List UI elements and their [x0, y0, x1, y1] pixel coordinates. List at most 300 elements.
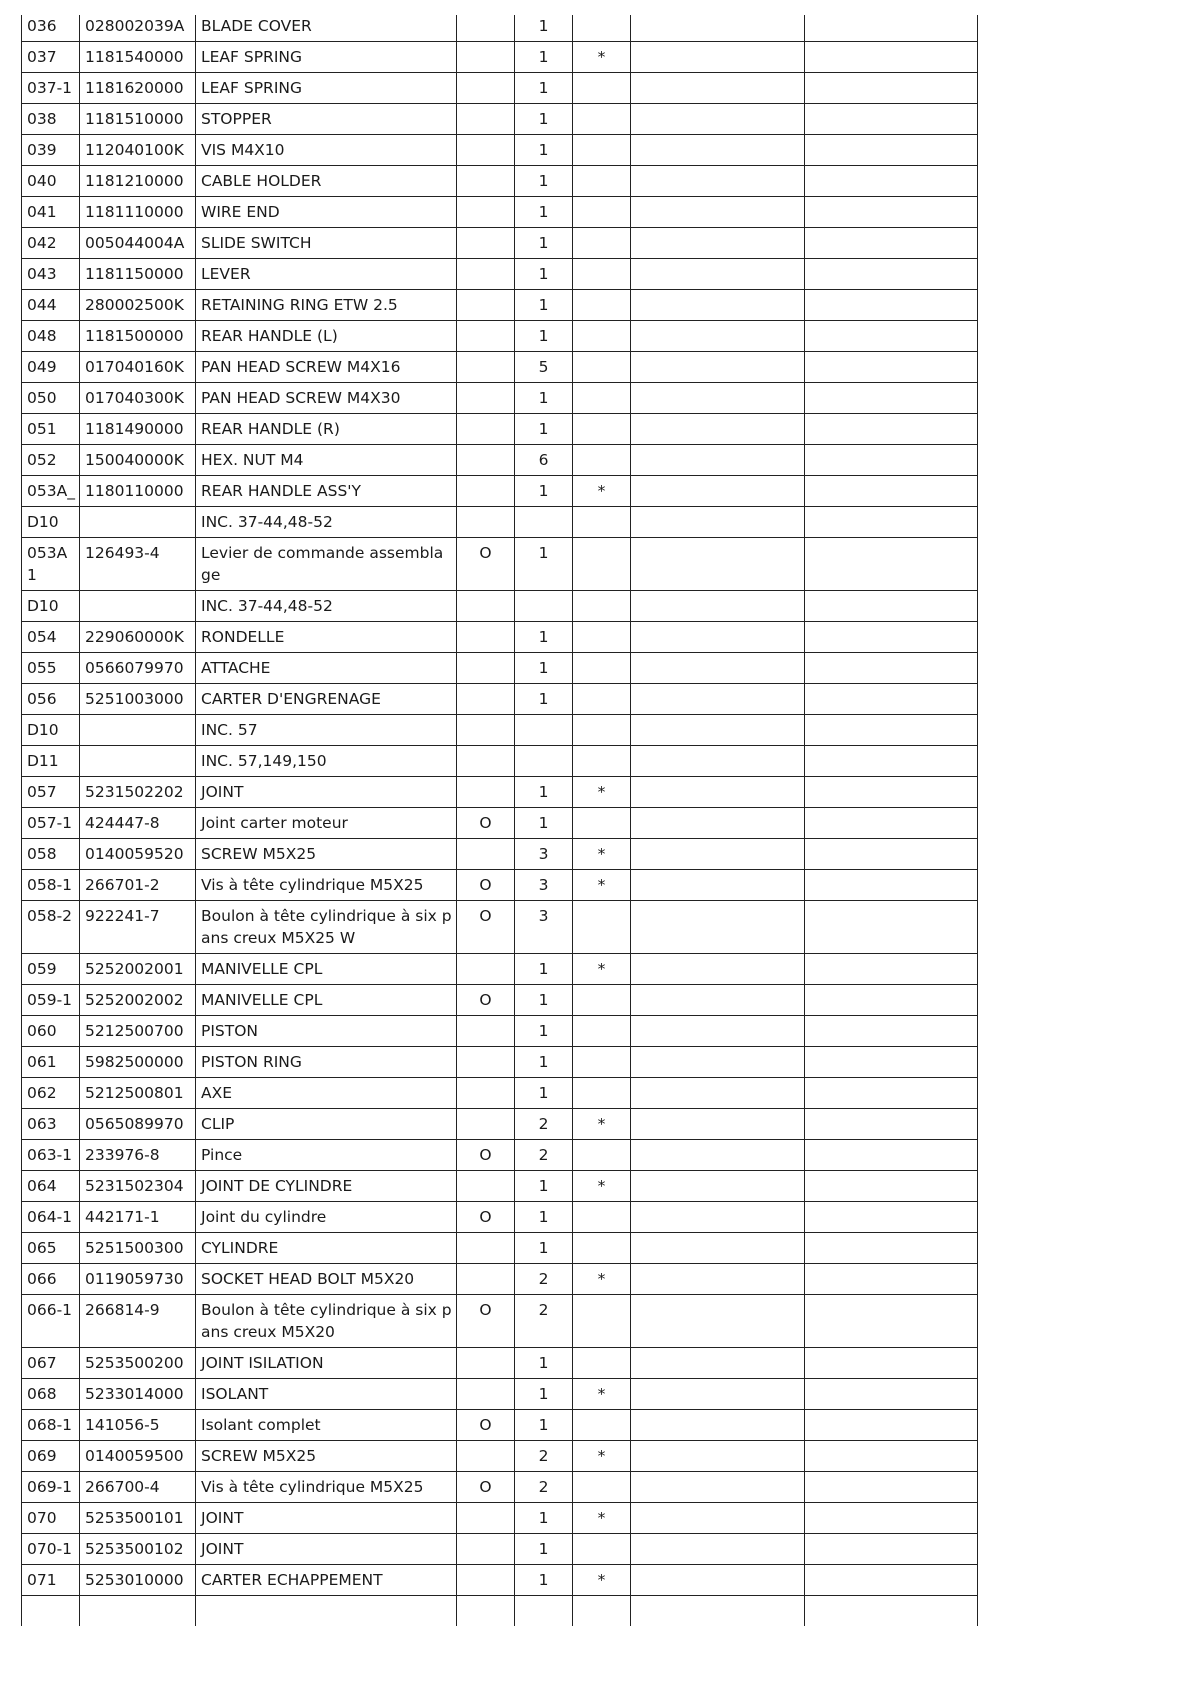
- blank-cell: [805, 746, 978, 777]
- quantity-cell: 3: [515, 839, 573, 870]
- quantity-cell: 5: [515, 352, 573, 383]
- blank-cell: [631, 104, 805, 135]
- quantity-cell: 1: [515, 135, 573, 166]
- part-number-cell: 5231502304: [80, 1171, 196, 1202]
- blank-cell: [805, 1202, 978, 1233]
- description-cell: REAR HANDLE (L): [196, 321, 457, 352]
- mark-cell: [573, 1233, 631, 1264]
- quantity-cell: 1: [515, 985, 573, 1016]
- option-cell: O: [457, 538, 515, 591]
- item-number-cell: 068-1: [22, 1410, 80, 1441]
- table-row: [22, 684, 978, 715]
- option-cell: [457, 1379, 515, 1410]
- item-number-cell: 064: [22, 1171, 80, 1202]
- blank-cell: [631, 954, 805, 985]
- description-cell: JOINT: [196, 1503, 457, 1534]
- description-cell: PAN HEAD SCREW M4X16: [196, 352, 457, 383]
- mark-cell: [573, 135, 631, 166]
- option-cell: [457, 1534, 515, 1565]
- part-number-cell: 5233014000: [80, 1379, 196, 1410]
- description-cell: SOCKET HEAD BOLT M5X20: [196, 1264, 457, 1295]
- blank-cell: [631, 166, 805, 197]
- option-cell: [457, 42, 515, 73]
- mark-cell: [573, 383, 631, 414]
- blank-cell: [631, 352, 805, 383]
- table-row: [22, 746, 978, 777]
- blank-cell: [631, 1441, 805, 1472]
- mark-cell: [573, 684, 631, 715]
- parts-list-body: [22, 15, 978, 1626]
- blank-cell: [805, 839, 978, 870]
- option-cell: [457, 1348, 515, 1379]
- table-row: [22, 870, 978, 901]
- item-number-cell: 052: [22, 445, 80, 476]
- blank-cell: [631, 985, 805, 1016]
- description-cell: INC. 37-44,48-52: [196, 591, 457, 622]
- part-number-cell: 0119059730: [80, 1264, 196, 1295]
- item-number-cell: 051: [22, 414, 80, 445]
- blank-cell: [631, 228, 805, 259]
- part-number-cell: 1181510000: [80, 104, 196, 135]
- blank-cell: [631, 1109, 805, 1140]
- table-row: [22, 197, 978, 228]
- blank-cell: [805, 684, 978, 715]
- blank-cell: [631, 1410, 805, 1441]
- table-row: [22, 1295, 978, 1348]
- blank-cell: [805, 476, 978, 507]
- option-cell: [457, 1047, 515, 1078]
- table-row: [22, 1202, 978, 1233]
- mark-cell: *: [573, 954, 631, 985]
- part-number-cell: 1181110000: [80, 197, 196, 228]
- part-number-cell: 266701-2: [80, 870, 196, 901]
- blank-cell: [631, 1233, 805, 1264]
- mark-cell: [573, 228, 631, 259]
- blank-cell: [805, 1379, 978, 1410]
- option-cell: [457, 1441, 515, 1472]
- blank-cell: [631, 414, 805, 445]
- description-cell: STOPPER: [196, 104, 457, 135]
- mark-cell: *: [573, 777, 631, 808]
- table-row: [22, 290, 978, 321]
- blank-cell: [805, 1140, 978, 1171]
- blank-cell: [805, 1565, 978, 1596]
- option-cell: [457, 1264, 515, 1295]
- quantity-cell: 1: [515, 104, 573, 135]
- mark-cell: [573, 1202, 631, 1233]
- part-number-cell: 5252002001: [80, 954, 196, 985]
- parts-list-table: [21, 15, 978, 1626]
- option-cell: [457, 321, 515, 352]
- quantity-cell: [515, 591, 573, 622]
- mark-cell: *: [573, 1264, 631, 1295]
- quantity-cell: 1: [515, 622, 573, 653]
- part-number-cell: 5253500200: [80, 1348, 196, 1379]
- blank-cell: [631, 1171, 805, 1202]
- blank-cell: [631, 1503, 805, 1534]
- mark-cell: *: [573, 476, 631, 507]
- part-number-cell: 1181500000: [80, 321, 196, 352]
- table-row: [22, 1016, 978, 1047]
- description-cell: REAR HANDLE (R): [196, 414, 457, 445]
- mark-cell: [573, 1534, 631, 1565]
- part-number-cell: [80, 746, 196, 777]
- blank-cell: [805, 1441, 978, 1472]
- option-cell: O: [457, 1295, 515, 1348]
- table-row: [22, 1534, 978, 1565]
- blank-cell: [805, 1016, 978, 1047]
- blank-cell: [80, 1596, 196, 1627]
- item-number-cell: 042: [22, 228, 80, 259]
- table-row: [22, 228, 978, 259]
- option-cell: O: [457, 901, 515, 954]
- table-row-continuation: [22, 1596, 978, 1627]
- description-cell: MANIVELLE CPL: [196, 985, 457, 1016]
- blank-cell: [805, 1534, 978, 1565]
- blank-cell: [805, 1233, 978, 1264]
- quantity-cell: 1: [515, 290, 573, 321]
- blank-cell: [805, 445, 978, 476]
- option-cell: [457, 166, 515, 197]
- description-cell: LEVER: [196, 259, 457, 290]
- item-number-cell: 043: [22, 259, 80, 290]
- part-number-cell: 266814-9: [80, 1295, 196, 1348]
- mark-cell: *: [573, 1379, 631, 1410]
- mark-cell: [573, 1295, 631, 1348]
- blank-cell: [805, 1078, 978, 1109]
- blank-cell: [631, 538, 805, 591]
- part-number-cell: 442171-1: [80, 1202, 196, 1233]
- mark-cell: *: [573, 870, 631, 901]
- mark-cell: [573, 622, 631, 653]
- item-number-cell: 054: [22, 622, 80, 653]
- item-number-cell: 060: [22, 1016, 80, 1047]
- item-number-cell: 037: [22, 42, 80, 73]
- mark-cell: [573, 985, 631, 1016]
- part-number-cell: 280002500K: [80, 290, 196, 321]
- mark-cell: [573, 259, 631, 290]
- blank-cell: [631, 1348, 805, 1379]
- table-row: [22, 1348, 978, 1379]
- option-cell: [457, 476, 515, 507]
- blank-cell: [631, 1379, 805, 1410]
- item-number-cell: 063: [22, 1109, 80, 1140]
- table-row: [22, 1379, 978, 1410]
- part-number-cell: 5253500101: [80, 1503, 196, 1534]
- table-row: [22, 259, 978, 290]
- table-row: [22, 954, 978, 985]
- blank-cell: [631, 653, 805, 684]
- mark-cell: [573, 1140, 631, 1171]
- quantity-cell: 2: [515, 1264, 573, 1295]
- description-cell: Boulon à tête cylindrique à six pans creux M5X25 W: [196, 901, 457, 954]
- mark-cell: [573, 1047, 631, 1078]
- blank-cell: [457, 1596, 515, 1627]
- option-cell: [457, 73, 515, 104]
- option-cell: [457, 135, 515, 166]
- quantity-cell: 1: [515, 259, 573, 290]
- item-number-cell: 044: [22, 290, 80, 321]
- blank-cell: [805, 414, 978, 445]
- option-cell: O: [457, 870, 515, 901]
- table-row: [22, 73, 978, 104]
- part-number-cell: [80, 715, 196, 746]
- blank-cell: [805, 1348, 978, 1379]
- part-number-cell: 0566079970: [80, 653, 196, 684]
- option-cell: O: [457, 808, 515, 839]
- blank-cell: [631, 197, 805, 228]
- description-cell: PAN HEAD SCREW M4X30: [196, 383, 457, 414]
- option-cell: [457, 1171, 515, 1202]
- option-cell: O: [457, 1202, 515, 1233]
- part-number-cell: 266700-4: [80, 1472, 196, 1503]
- quantity-cell: 1: [515, 684, 573, 715]
- blank-cell: [631, 808, 805, 839]
- blank-cell: [805, 166, 978, 197]
- table-row: [22, 839, 978, 870]
- blank-cell: [631, 73, 805, 104]
- table-row: [22, 901, 978, 954]
- blank-cell: [631, 622, 805, 653]
- option-cell: [457, 1565, 515, 1596]
- blank-cell: [805, 1295, 978, 1348]
- part-number-cell: 1181490000: [80, 414, 196, 445]
- table-row: [22, 445, 978, 476]
- part-number-cell: 5212500801: [80, 1078, 196, 1109]
- quantity-cell: 1: [515, 15, 573, 42]
- blank-cell: [805, 228, 978, 259]
- description-cell: SLIDE SWITCH: [196, 228, 457, 259]
- description-cell: Pince: [196, 1140, 457, 1171]
- blank-cell: [805, 777, 978, 808]
- mark-cell: *: [573, 1565, 631, 1596]
- blank-cell: [805, 352, 978, 383]
- mark-cell: *: [573, 1503, 631, 1534]
- description-cell: Vis à tête cylindrique M5X25: [196, 1472, 457, 1503]
- blank-cell: [805, 954, 978, 985]
- mark-cell: [573, 1078, 631, 1109]
- part-number-cell: 0140059520: [80, 839, 196, 870]
- quantity-cell: 2: [515, 1109, 573, 1140]
- quantity-cell: 2: [515, 1295, 573, 1348]
- part-number-cell: 028002039A: [80, 15, 196, 42]
- item-number-cell: 066-1: [22, 1295, 80, 1348]
- option-cell: [457, 954, 515, 985]
- table-row: [22, 622, 978, 653]
- item-number-cell: 065: [22, 1233, 80, 1264]
- part-number-cell: 5253010000: [80, 1565, 196, 1596]
- quantity-cell: 1: [515, 1534, 573, 1565]
- table-row: [22, 653, 978, 684]
- mark-cell: [573, 808, 631, 839]
- quantity-cell: [515, 746, 573, 777]
- quantity-cell: 1: [515, 1348, 573, 1379]
- option-cell: [457, 622, 515, 653]
- description-cell: RETAINING RING ETW 2.5: [196, 290, 457, 321]
- option-cell: [457, 290, 515, 321]
- quantity-cell: 2: [515, 1472, 573, 1503]
- blank-cell: [805, 653, 978, 684]
- part-number-cell: 1180110000: [80, 476, 196, 507]
- quantity-cell: 1: [515, 1078, 573, 1109]
- table-row: [22, 104, 978, 135]
- blank-cell: [196, 1596, 457, 1627]
- table-row: [22, 321, 978, 352]
- mark-cell: *: [573, 42, 631, 73]
- mark-cell: [573, 73, 631, 104]
- blank-cell: [805, 985, 978, 1016]
- quantity-cell: 3: [515, 901, 573, 954]
- blank-cell: [631, 901, 805, 954]
- mark-cell: [573, 901, 631, 954]
- mark-cell: [573, 1472, 631, 1503]
- table-row: [22, 1109, 978, 1140]
- option-cell: [457, 715, 515, 746]
- part-number-cell: 229060000K: [80, 622, 196, 653]
- description-cell: PISTON RING: [196, 1047, 457, 1078]
- table-row: [22, 166, 978, 197]
- mark-cell: [573, 591, 631, 622]
- description-cell: JOINT: [196, 1534, 457, 1565]
- blank-cell: [631, 1472, 805, 1503]
- blank-cell: [631, 1202, 805, 1233]
- blank-cell: [631, 1264, 805, 1295]
- item-number-cell: 048: [22, 321, 80, 352]
- description-cell: JOINT ISILATION: [196, 1348, 457, 1379]
- table-row: [22, 1233, 978, 1264]
- quantity-cell: 1: [515, 476, 573, 507]
- option-cell: O: [457, 1472, 515, 1503]
- blank-cell: [805, 73, 978, 104]
- description-cell: CYLINDRE: [196, 1233, 457, 1264]
- option-cell: [457, 746, 515, 777]
- item-number-cell: 071: [22, 1565, 80, 1596]
- blank-cell: [631, 715, 805, 746]
- item-number-cell: 057-1: [22, 808, 80, 839]
- blank-cell: [805, 622, 978, 653]
- item-number-cell: 037-1: [22, 73, 80, 104]
- quantity-cell: 1: [515, 42, 573, 73]
- blank-cell: [805, 290, 978, 321]
- mark-cell: *: [573, 1109, 631, 1140]
- table-row: [22, 42, 978, 73]
- part-number-cell: 005044004A: [80, 228, 196, 259]
- part-number-cell: 5251003000: [80, 684, 196, 715]
- option-cell: O: [457, 985, 515, 1016]
- item-number-cell: 070: [22, 1503, 80, 1534]
- item-number-cell: 064-1: [22, 1202, 80, 1233]
- item-number-cell: 058: [22, 839, 80, 870]
- table-row: [22, 1264, 978, 1295]
- description-cell: LEAF SPRING: [196, 73, 457, 104]
- blank-cell: [805, 15, 978, 42]
- description-cell: JOINT DE CYLINDRE: [196, 1171, 457, 1202]
- option-cell: O: [457, 1410, 515, 1441]
- table-row: [22, 352, 978, 383]
- mark-cell: [573, 653, 631, 684]
- blank-cell: [805, 901, 978, 954]
- quantity-cell: 1: [515, 228, 573, 259]
- description-cell: PISTON: [196, 1016, 457, 1047]
- table-row: [22, 538, 978, 591]
- blank-cell: [515, 1596, 573, 1627]
- mark-cell: [573, 104, 631, 135]
- blank-cell: [573, 1596, 631, 1627]
- part-number-cell: 017040300K: [80, 383, 196, 414]
- blank-cell: [631, 591, 805, 622]
- quantity-cell: [515, 715, 573, 746]
- blank-cell: [631, 507, 805, 538]
- part-number-cell: 141056-5: [80, 1410, 196, 1441]
- option-cell: [457, 259, 515, 290]
- mark-cell: [573, 15, 631, 42]
- blank-cell: [805, 1410, 978, 1441]
- table-row: [22, 1078, 978, 1109]
- blank-cell: [631, 1295, 805, 1348]
- table-row: [22, 1565, 978, 1596]
- part-number-cell: 0565089970: [80, 1109, 196, 1140]
- part-number-cell: 424447-8: [80, 808, 196, 839]
- table-row: [22, 985, 978, 1016]
- table-row: [22, 476, 978, 507]
- quantity-cell: 1: [515, 1410, 573, 1441]
- description-cell: ISOLANT: [196, 1379, 457, 1410]
- blank-cell: [631, 839, 805, 870]
- blank-cell: [631, 1016, 805, 1047]
- item-number-cell: 056: [22, 684, 80, 715]
- blank-cell: [805, 104, 978, 135]
- option-cell: O: [457, 1140, 515, 1171]
- item-number-cell: 063-1: [22, 1140, 80, 1171]
- description-cell: SCREW M5X25: [196, 839, 457, 870]
- quantity-cell: 6: [515, 445, 573, 476]
- table-row: [22, 507, 978, 538]
- item-number-cell: 039: [22, 135, 80, 166]
- description-cell: RONDELLE: [196, 622, 457, 653]
- quantity-cell: 1: [515, 1565, 573, 1596]
- blank-cell: [631, 684, 805, 715]
- blank-cell: [805, 591, 978, 622]
- blank-cell: [22, 1596, 80, 1627]
- part-number-cell: 233976-8: [80, 1140, 196, 1171]
- option-cell: [457, 1109, 515, 1140]
- table-row: [22, 135, 978, 166]
- description-cell: REAR HANDLE ASS'Y: [196, 476, 457, 507]
- table-row: [22, 414, 978, 445]
- quantity-cell: 1: [515, 73, 573, 104]
- mark-cell: [573, 507, 631, 538]
- item-number-cell: 070-1: [22, 1534, 80, 1565]
- mark-cell: [573, 352, 631, 383]
- item-number-cell: 069-1: [22, 1472, 80, 1503]
- blank-cell: [631, 476, 805, 507]
- blank-cell: [631, 1534, 805, 1565]
- option-cell: [457, 1016, 515, 1047]
- blank-cell: [631, 42, 805, 73]
- description-cell: CLIP: [196, 1109, 457, 1140]
- blank-cell: [805, 808, 978, 839]
- item-number-cell: 041: [22, 197, 80, 228]
- blank-cell: [805, 135, 978, 166]
- part-number-cell: [80, 507, 196, 538]
- mark-cell: [573, 715, 631, 746]
- description-cell: Vis à tête cylindrique M5X25: [196, 870, 457, 901]
- mark-cell: [573, 414, 631, 445]
- description-cell: LEAF SPRING: [196, 42, 457, 73]
- blank-cell: [805, 383, 978, 414]
- part-number-cell: 922241-7: [80, 901, 196, 954]
- description-cell: CARTER D'ENGRENAGE: [196, 684, 457, 715]
